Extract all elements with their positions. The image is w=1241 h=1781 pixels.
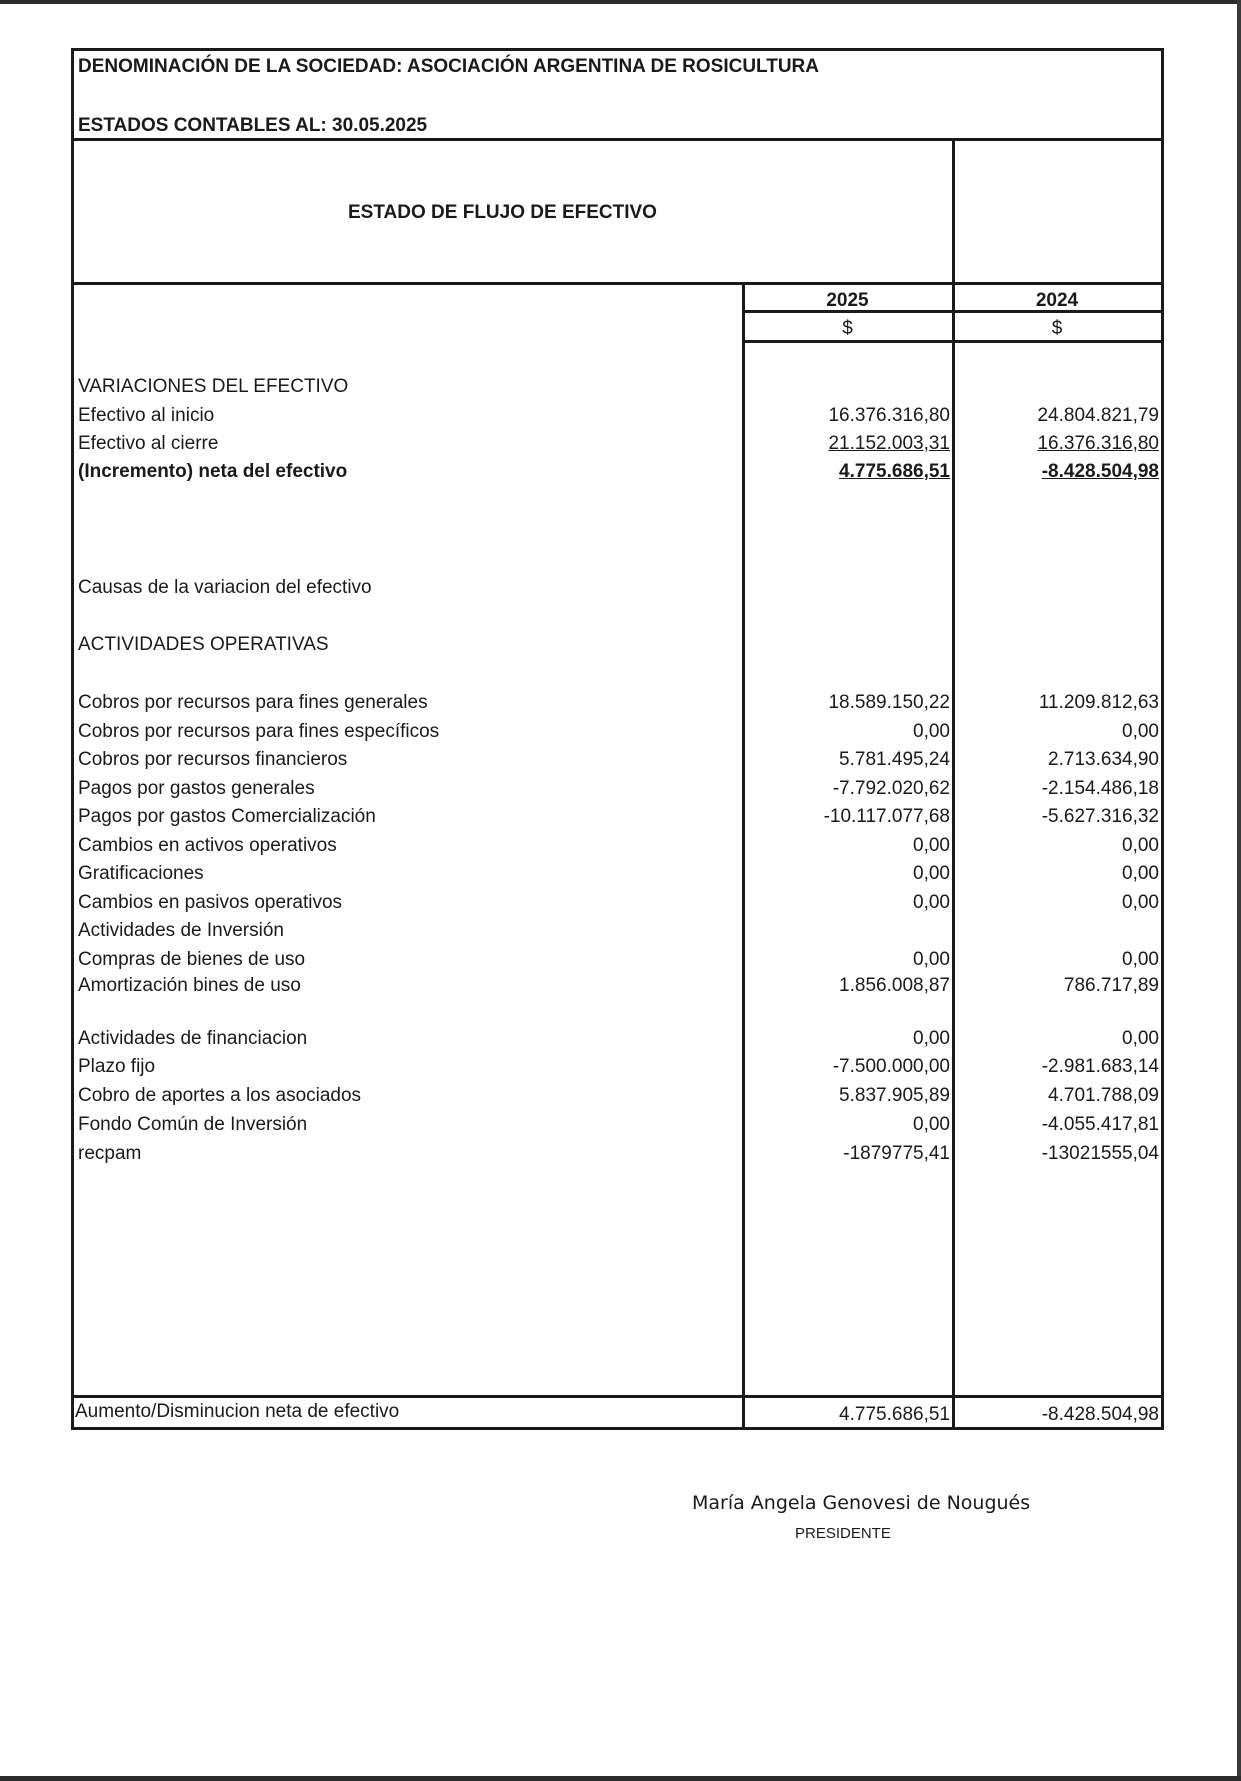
causes-heading: Causas de la variacion del efectivo: [78, 577, 372, 598]
scan-edge-right: [1237, 0, 1241, 1781]
row-value-2024: -2.154.486,18: [1041, 778, 1159, 799]
currency-divider: [742, 340, 1164, 343]
row-value-2025: 0,00: [913, 892, 950, 913]
row-label: Efectivo al cierre: [78, 433, 219, 454]
row-value-2024: 0,00: [1122, 949, 1159, 970]
row-value-2024: 786.717,89: [1063, 975, 1159, 996]
row-value-2024: -8.428.504,98: [1041, 461, 1159, 482]
row-value-2025: 0,00: [913, 1114, 950, 1135]
signatory-role: PRESIDENTE: [795, 1525, 891, 1542]
row-value-2024: 16.376.316,80: [1037, 433, 1159, 454]
row-value-2025: -10.117.077,68: [823, 806, 950, 827]
row-label: Cobros por recursos para fines específicos: [78, 721, 440, 742]
row-value-2024: 0,00: [1122, 1028, 1159, 1049]
row-value-2025: 16.376.316,80: [828, 405, 950, 426]
variations-heading: VARIACIONES DEL EFECTIVO: [78, 376, 349, 397]
operating-heading: ACTIVIDADES OPERATIVAS: [78, 634, 329, 655]
row-value-2024: -4.055.417,81: [1041, 1114, 1159, 1135]
row-value-2024: -13021555,04: [1041, 1143, 1159, 1164]
total-label: Aumento/Disminucion neta de efectivo: [75, 1401, 400, 1422]
year-2025: 2025: [826, 290, 869, 311]
row-label: Cobros por recursos financieros: [78, 749, 348, 770]
row-label: Cambios en activos operativos: [78, 835, 337, 856]
row-value-2024: 11.209.812,63: [1038, 692, 1159, 713]
row-label: Plazo fijo: [78, 1056, 156, 1077]
row-label: Actividades de Inversión: [78, 920, 284, 941]
row-value-2024: 0,00: [1122, 892, 1159, 913]
row-label: Compras de bienes de uso: [78, 949, 306, 970]
row-value-2025: 0,00: [913, 1028, 950, 1049]
statements-date: ESTADOS CONTABLES AL: 30.05.2025: [78, 115, 428, 136]
row-label: Pagos por gastos Comercialización: [78, 806, 376, 827]
row-value-2024: 0,00: [1122, 863, 1159, 884]
row-label: Amortización bines de uso: [78, 975, 301, 996]
currency-2024: $: [1051, 318, 1063, 339]
row-value-2024: 2.713.634,90: [1048, 749, 1159, 770]
row-value-2025: 0,00: [913, 863, 950, 884]
row-label: recpam: [78, 1143, 142, 1164]
frame-right: [1161, 48, 1164, 1430]
row-label: Cobro de aportes a los asociados: [78, 1085, 362, 1106]
row-value-2024: 0,00: [1122, 721, 1159, 742]
total-value-2025: 4.775.686,51: [839, 1404, 950, 1425]
row-value-2025: 5.837.905,89: [839, 1085, 950, 1106]
row-label: Efectivo al inicio: [78, 405, 215, 426]
row-value-2025: 18.589.150,22: [828, 692, 950, 713]
row-value-2025: 4.775.686,51: [839, 461, 950, 482]
frame-left: [71, 48, 74, 1430]
row-label: (Incremento) neta del efectivo: [78, 461, 348, 482]
header-divider: [71, 138, 1164, 141]
row-value-2024: 0,00: [1122, 835, 1159, 856]
row-value-2025: 1.856.008,87: [839, 975, 950, 996]
row-value-2025: -7.792.020,62: [832, 778, 950, 799]
row-value-2025: 5.781.495,24: [839, 749, 950, 770]
row-value-2025: 0,00: [913, 835, 950, 856]
row-value-2024: 24.804.821,79: [1037, 405, 1159, 426]
row-label: Gratificaciones: [78, 863, 204, 884]
row-value-2024: 4.701.788,09: [1048, 1085, 1159, 1106]
row-value-2025: -1879775,41: [843, 1143, 950, 1164]
title-box-divider: [952, 138, 955, 285]
row-label: Cambios en pasivos operativos: [78, 892, 343, 913]
frame-top: [71, 48, 1164, 51]
row-label: Pagos por gastos generales: [78, 778, 315, 799]
row-value-2025: 0,00: [913, 949, 950, 970]
row-value-2025: 21.152.003,31: [828, 433, 950, 454]
society-name: DENOMINACIÓN DE LA SOCIEDAD: ASOCIACIÓN ARGENTINA DE ROSICULTURA: [78, 56, 819, 77]
page-title: ESTADO DE FLUJO DE EFECTIVO: [348, 202, 657, 223]
total-bottom-line: [71, 1427, 1164, 1430]
row-value-2025: 0,00: [913, 721, 950, 742]
scan-edge-top: [0, 0, 1241, 4]
row-label: Actividades de financiacion: [78, 1028, 308, 1049]
row-value-2024: -5.627.316,32: [1041, 806, 1159, 827]
total-top-line: [71, 1395, 1164, 1398]
currency-2025: $: [842, 318, 853, 339]
year-2024: 2024: [1035, 290, 1079, 311]
signatory-name: María Angela Genovesi de Nougués: [692, 1492, 1031, 1514]
title-divider: [71, 282, 1164, 285]
total-value-2024: -8.428.504,98: [1041, 1404, 1159, 1425]
row-label: Cobros por recursos para fines generales: [78, 692, 428, 713]
row-value-2025: -7.500.000,00: [832, 1056, 950, 1077]
row-value-2024: -2.981.683,14: [1041, 1056, 1159, 1077]
scan-edge-bottom: [0, 1776, 1241, 1781]
row-label: Fondo Común de Inversión: [78, 1114, 308, 1135]
